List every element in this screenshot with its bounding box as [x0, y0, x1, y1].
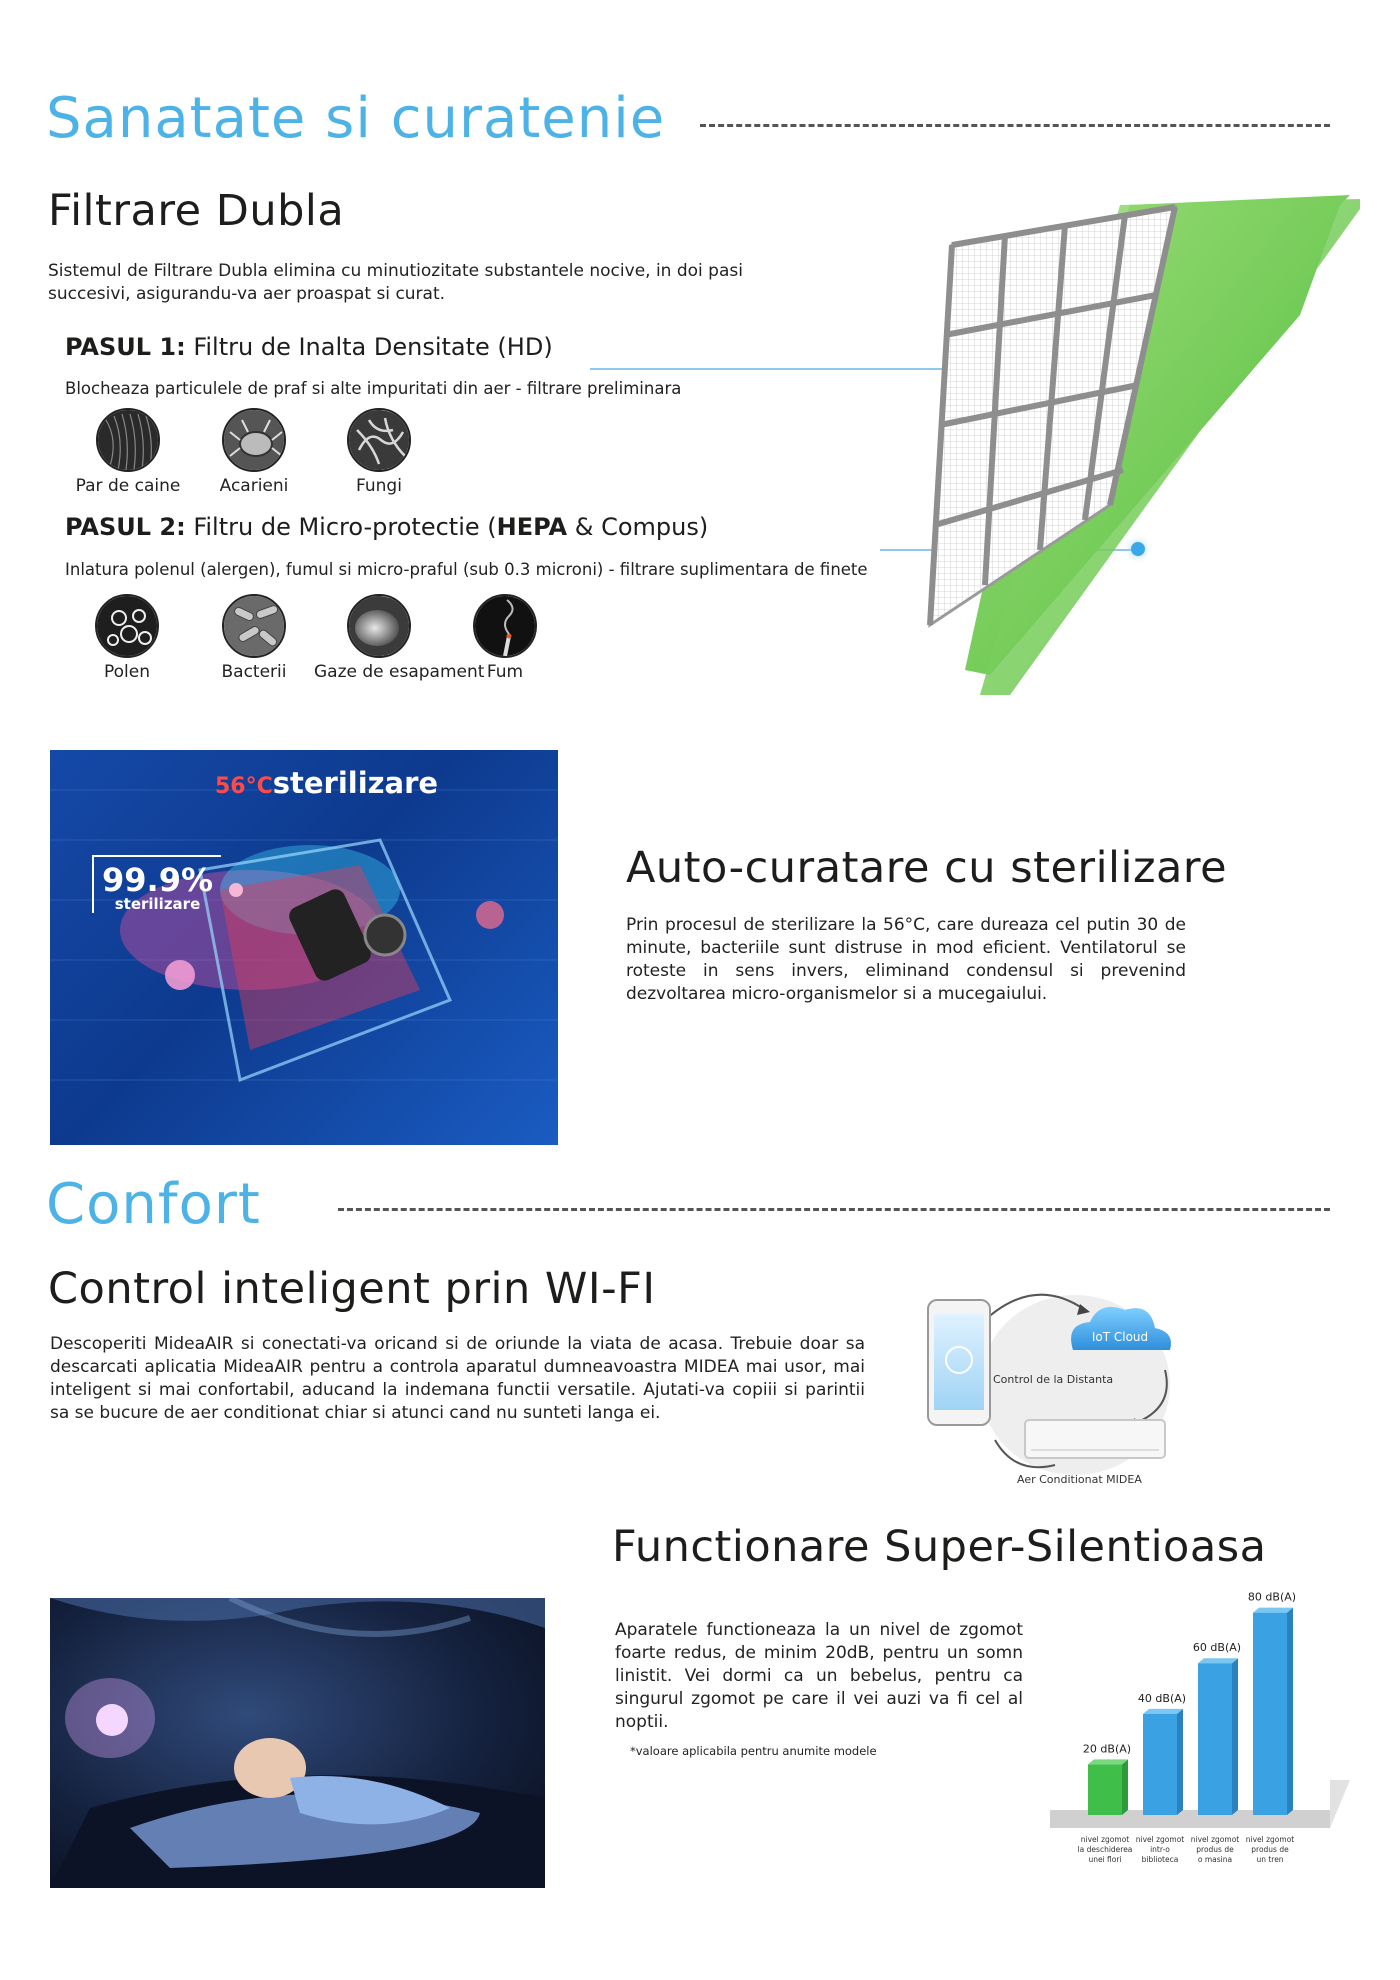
bar-top [1198, 1658, 1238, 1663]
category-label: un tren [1256, 1855, 1284, 1864]
category-label: nivel zgomot [1135, 1835, 1185, 1844]
silent-footnote: *valoare aplicabila pentru anumite modele [630, 1744, 877, 1758]
category-label: nivel zgomot [1190, 1835, 1240, 1844]
category-label: la deschiderea [1077, 1845, 1133, 1854]
icon-smoke [440, 594, 570, 682]
bar-value-label: 20 dB(A) [1082, 1742, 1132, 1756]
silent-description: Aparatele functioneaza la un nivel de zgomot foarte redus, de minim 20dB, pentru un somn linistit. Vei dormi ca un bebelus, pentru ca singurul zgomot pe care il vei auzi va fi cel al noptii. [615, 1620, 1023, 1732]
icon-bacteria [189, 594, 319, 682]
dual-filter-illustration [920, 195, 1370, 735]
icon-dust-mite [189, 408, 319, 496]
bar-top [1143, 1709, 1183, 1714]
sterilization-percent-box [92, 855, 221, 913]
sterilization-percent-label: sterilizare [114, 895, 201, 913]
fungi-icon [347, 408, 411, 472]
category-label: unei flori [1088, 1855, 1122, 1864]
bacteria-icon [222, 594, 286, 658]
bar-top [1253, 1608, 1293, 1613]
noise-level-chart [1030, 1570, 1360, 1900]
step2-label: PASUL 2: [65, 513, 186, 541]
step1-description: Blocheaza particulele de praf si alte impuritati din aer - filtrare preliminara [65, 379, 682, 398]
icon-label: Par de caine [75, 476, 181, 496]
pollen-icon [95, 594, 159, 658]
remote-control-label: Control de la Distanta [993, 1373, 1114, 1386]
iot-cloud-label: IoT Cloud [1091, 1330, 1149, 1344]
badge-word: sterilizare [272, 766, 439, 800]
section-title-comfort: Confort [46, 1172, 261, 1237]
icon-label: Fum [486, 662, 524, 682]
section-title-health: Sanatate si curatenie [46, 86, 666, 151]
section-divider [338, 1208, 1330, 1211]
step2-description: Inlatura polenul (alergen), fumul si micro-praful (sub 0.3 microni) - filtrare suplimentara de finete [65, 560, 868, 579]
chart-bar [1088, 1764, 1122, 1815]
category-label: nivel zgomot [1080, 1835, 1130, 1844]
icon-label: Fungi [356, 476, 402, 496]
section-divider [700, 124, 1330, 127]
icon-fungi [314, 408, 444, 496]
bar-value-label: 40 dB(A) [1137, 1691, 1187, 1705]
chart-bar [1143, 1714, 1177, 1815]
icon-label: Bacterii [221, 662, 287, 682]
bar-value-label: 60 dB(A) [1192, 1641, 1242, 1655]
category-label: o masina [1197, 1855, 1233, 1864]
dust-mite-icon [222, 408, 286, 472]
dual-filter-description: Sistemul de Filtrare Dubla elimina cu minutiozitate substantele nocive, in doi pasi succesivi, asigurandu-va aer proaspat si curat. [48, 261, 743, 304]
ac-unit-label: Aer Conditionat MIDEA [1017, 1473, 1142, 1486]
step1-name: Filtru de Inalta Densitate (HD) [193, 333, 553, 361]
step2-name-suffix: & Compus) [567, 513, 709, 541]
sterilization-title: Auto-curatare cu sterilizare [626, 843, 1228, 893]
wifi-diagram [925, 1280, 1190, 1490]
icon-exhaust-gas [314, 594, 485, 682]
step2-name-prefix: Filtru de Micro-protectie ( [193, 513, 497, 541]
chart-bar [1253, 1613, 1287, 1815]
badge-temperature: 56°C [215, 774, 273, 799]
bar-top [1088, 1759, 1128, 1764]
dog-hair-icon [96, 408, 160, 472]
bar-side [1122, 1759, 1128, 1815]
smoke-icon [473, 594, 537, 658]
category-label: intr-o [1150, 1845, 1170, 1854]
step2-heading [65, 513, 708, 541]
sleeping-baby-image [50, 1598, 545, 1888]
wifi-description: Descoperiti MideaAIR si conectati-va oricand si de oriunde la viata de acasa. Trebuie doar sa descarcati aplicatia MideaAIR pentru a controla aparatul dumneavoastra MIDEA mai usor, mai inteligent si mai confortabil, aducand la indemana functii versatile. Ajutati-va copiii si parintii sa se bucure de aer conditionat chiar si atunci cand nu sunteti langa ei. [50, 1334, 865, 1423]
step1-heading [65, 333, 553, 361]
sterilization-image [50, 750, 558, 1145]
dual-filter-title: Filtrare Dubla [48, 186, 345, 236]
sterilization-badge [215, 766, 438, 800]
sterilization-percent: 99.9% [102, 861, 214, 899]
noise-chart-svg [1030, 1570, 1360, 1900]
sterilization-description: Prin procesul de sterilizare la 56°C, care dureaza cel putin 30 de minute, bacteriile sunt distruse in mod eficient. Ventilatorul se roteste in sens invers, eliminand condensul si prevenind dezvoltarea micro-organismelor si a mucegaiului. [626, 915, 1186, 1004]
category-label: produs de [1196, 1845, 1234, 1854]
category-label: produs de [1251, 1845, 1289, 1854]
exhaust-gas-icon [347, 594, 411, 658]
icon-dog-hair [63, 408, 193, 496]
bar-value-label: 80 dB(A) [1247, 1590, 1297, 1604]
icon-label: Gaze de esapament [314, 662, 485, 682]
icon-label: Acarieni [219, 476, 289, 496]
chart-bar [1198, 1663, 1232, 1815]
bar-side [1232, 1658, 1238, 1815]
category-label: biblioteca [1141, 1855, 1179, 1864]
silent-title: Functionare Super-Silentioasa [612, 1522, 1267, 1572]
bar-side [1287, 1608, 1293, 1815]
step2-name-bold: HEPA [496, 513, 568, 541]
category-label: nivel zgomot [1245, 1835, 1295, 1844]
bar-side [1177, 1709, 1183, 1815]
icon-pollen [62, 594, 192, 682]
icon-label: Polen [103, 662, 150, 682]
step1-label: PASUL 1: [65, 333, 186, 361]
wifi-title: Control inteligent prin WI-FI [48, 1264, 656, 1314]
